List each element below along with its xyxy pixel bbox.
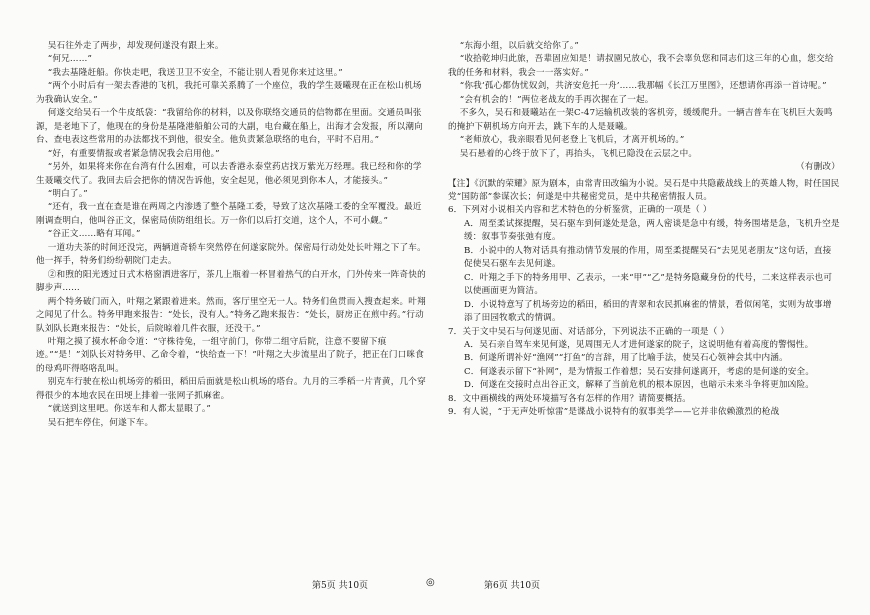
answer-option[interactable]: B．何遂所谓补好“渔网”“打鱼”的言辞，用了比喻手法，使吴石心领神会其中内涵。 bbox=[464, 353, 788, 364]
story-paragraph: 吴石悬着的心终于放下了，再抬头，飞机已隐没在云层之中。 bbox=[448, 148, 698, 159]
question-stem: 6．下列对小说相关内容和艺术特色的分析鉴赏，正确的一项是（ ） bbox=[448, 205, 712, 216]
left-column bbox=[36, 40, 428, 430]
story-paragraph: “会有机会的！”两位老战友的手再次握在了一起。 bbox=[448, 94, 654, 105]
story-paragraph: “我去基隆赶船。你快走吧，我送卫卫不安全，不能让别人看见你来过这里。” bbox=[36, 67, 343, 78]
story-paragraph: “好，有重要情报或者紧急情况我会启用他。” bbox=[36, 148, 220, 159]
story-paragraph: “还有，我一直在查是谁在两周之内渗透了整个基隆工委，导致了这次基隆工委的全军覆没。最近刚调查明白，他叫谷正文，保密局侦防组组长。万一你们以后打交道，这个人，不可小觑。” bbox=[36, 202, 422, 226]
answer-option[interactable]: D．何遂在交接时点出谷正文，解释了当前危机的根本原因，也暗示未来斗争将更加凶险。 bbox=[464, 380, 815, 391]
story-continuation bbox=[448, 40, 840, 161]
story-paragraph: “两个小时后有一架去香港的飞机，我托可靠关系腾了一个座位，我的学生聂曦现在正在松山机场为我确认安全。” bbox=[36, 81, 422, 105]
story-paragraph: 何遂交给吴石一个牛皮纸袋：“我留给你的材料，以及你联络交通员的信物都在里面。交通员叫张源，是老地下了，他现在的身份是基隆港船舶公司的大副，电台藏在船上，出海才会发报，所以潮向台、查电表这些常用的办法都找不到他，很安全。他负责紧急联络的电台，平时不启用。” bbox=[36, 108, 423, 146]
source-tag: （有删改） bbox=[796, 162, 840, 173]
story-paragraph: “收拾乾坤归此旅，吾辈固应知是！请叔園兄放心，我不会辜负您和同志们这三年的心血，您交给我的任务和材料，我会一一落实好。” bbox=[448, 54, 834, 78]
story-paragraph: 叶翔之摸了摸水杯命令道：“守株待兔，一组守前门，你带二组守后院，注意不要留下痕迹。”“是！”刘队长对特务甲、乙命令着，“快给查一下！”叶翔之大步流星出了院子，把正在门口咪食的母鸡吓得咯咯乱叫。 bbox=[36, 336, 425, 374]
story-paragraph: “东海小组，以后就交给你了。” bbox=[448, 41, 579, 51]
story-paragraph: “何兄……” bbox=[36, 54, 93, 65]
answer-option[interactable]: B．小说中的人物对话具有推动情节发展的作用，周至柔提醒吴石“去见见老朋友”这句话，直接促使吴石驱车去见何遂。 bbox=[464, 245, 832, 270]
question-item bbox=[448, 326, 840, 393]
answer-option[interactable]: C．何遂表示留下“补网”，是为情报工作着想；吴石安排何遂离开，考虑的是何遂的安全。 bbox=[464, 366, 815, 377]
story-paragraph: 不多久，吴石和聂曦站在一架C-47运输机改装的客机旁，缓缓爬升。一辆吉普车在飞机巨大轰鸣的掩护下朝机场方向开去，跳下车的人是聂曦。 bbox=[448, 108, 833, 132]
story-paragraph: “谷正文……略有耳闻。” bbox=[36, 229, 141, 240]
story-paragraph: “另外，如果将来你在台湾有什么困难，可以去香港永泰堂药店找万紫光万经理。我已经和你的学生聂曦交代了。我回去后会把你的情况告诉他，安全起见，他必须见到你本人，才能接头。” bbox=[36, 162, 422, 186]
question-item bbox=[448, 204, 840, 325]
question-item bbox=[448, 406, 840, 419]
answer-option[interactable]: C．叶翔之手下的特务用甲、乙表示，一来“甲”“乙”是特务隐藏身份的代号，二来这样表示也可以使画面更为简洁。 bbox=[464, 272, 833, 297]
story-paragraph: “明白了。” bbox=[36, 188, 88, 199]
question-item bbox=[448, 393, 840, 406]
story-paragraph: 两个特务破门而入，叶翔之紧跟着进来。然而，客厅里空无一人。特务们鱼贯而入搜查起来。叶翔之闻见了什么。特务甲跑来报告：“处长，没有人。”特务乙跑来报告：“处长，厨房正在煎中药。”行动队刘队长跑来报告：“处长，后院晾着几件衣服，还没干。” bbox=[36, 296, 426, 334]
question-stem: 8．文中画横线的两处环境描写各有怎样的作用？请简要概括。 bbox=[448, 393, 692, 404]
story-paragraph: ②和煦的阳光透过日式木格窗洒进客厅，茶几上瓶着一杯冒着热气的白开水，门外传来一阵奇快的脚步声…… bbox=[36, 269, 426, 294]
question-stem: 7．关于文中吴石与何遂见面、对话部分，下列说法不正确的一项是（ ） bbox=[448, 326, 730, 337]
story-paragraph: “老师放心，我亲眼看见何老登上飞机后，才离开机场的。” bbox=[448, 135, 685, 146]
questions-block bbox=[448, 204, 840, 419]
answer-option[interactable]: D．小说特意写了机场旁边的稻田，稻田的青翠和农民抓麻雀的情景，看似闲笔，实则为故事增添了田园牧歌式的情调。 bbox=[464, 299, 832, 324]
question-stem: 9．有人说，“于无声处听惊雷”是谍战小说特有的叙事美学——它并非依赖激烈的枪战 bbox=[448, 407, 780, 418]
story-paragraph: 吴石把车停住，何遂下车。 bbox=[36, 417, 154, 428]
story-paragraph: “你我‘孤心都伪忧奴剑，共济安危托一舟’……我那幅《长江万里图》，还想请你再添一首诗呢。” bbox=[448, 81, 827, 92]
story-paragraph: 吴石往外走了两步，却发现何遂没有跟上来。 bbox=[36, 41, 224, 51]
page-number-right: 第6页 共10页 bbox=[484, 581, 541, 591]
story-paragraph: “就送到这里吧。你送车和人都太显眼了。” bbox=[36, 404, 211, 415]
annotation-note: 【注】《沉默的荣耀》原为剧本，由常青田改编为小说。吴石是中共隐蔽战线上的英雄人物，时任国民党“国防部”参谋次长；何遂是中共秘密党员，是中共秘密情报人员。 bbox=[448, 178, 840, 202]
right-column bbox=[448, 40, 840, 420]
story-paragraph: 别克车行驶在松山机场旁的稻田，稻田后面就是松山机场的塔台。九月的三季稻一片青黄，几个穿得很少的本地农民在田埂上排着一张网子抓麻雀。 bbox=[36, 377, 426, 401]
page-number-left: 第5页 共10页 bbox=[312, 581, 369, 591]
answer-option[interactable]: A．吴石亲自驾车来见何遂，见周围无人才进何遂家的院子，这说明他有着高度的警惕性。 bbox=[464, 339, 814, 350]
answer-option[interactable]: A．周至柔试探提醒，吴石驱车到何遂处是急，两人密谈是急中有缓，特务围堵是急，飞机升空是缓：叙事节奏张弛有度。 bbox=[464, 218, 840, 243]
story-paragraph: 一道功夫茶的时间还没完，两辆道奇轿车突然停在何遂家院外。保密局行动处处长叶翔之下了车。他一挥手，特务们纷纷朝院门走去。 bbox=[36, 242, 426, 267]
binding-mark: ◎ bbox=[426, 577, 435, 588]
